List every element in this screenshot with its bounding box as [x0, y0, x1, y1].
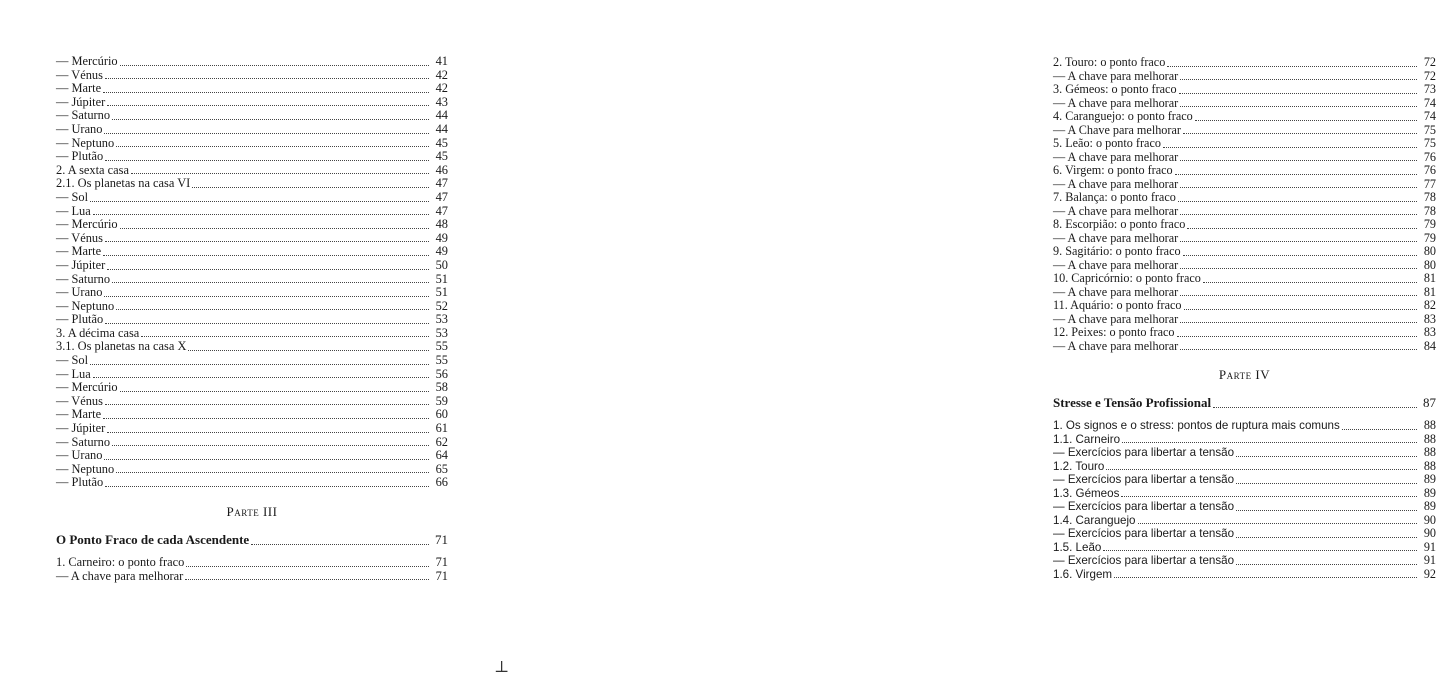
toc-entry-page: 90	[1423, 526, 1436, 540]
toc-entry-title: — Urano	[56, 285, 103, 300]
toc-entry-page: 44	[435, 108, 448, 123]
toc-entry-page: 89	[1423, 472, 1436, 486]
dot-leader	[1177, 336, 1417, 337]
toc-entry	[1053, 313, 1436, 327]
toc-entry-page: 77	[1423, 176, 1436, 191]
dot-leader	[1175, 174, 1417, 175]
dot-leader	[1342, 429, 1417, 430]
toc-entry-title: — Saturno	[56, 271, 111, 286]
section-heading	[1053, 395, 1436, 411]
toc-entry	[1053, 97, 1436, 111]
dot-leader	[141, 336, 429, 337]
dot-leader	[1180, 79, 1417, 80]
toc-entry-title: — Júpiter	[56, 257, 106, 272]
toc-entry-title: — Neptuno	[56, 298, 115, 313]
dot-leader	[186, 566, 429, 567]
toc-entry-page: 61	[435, 421, 448, 436]
toc-entry	[56, 55, 448, 69]
toc-entry	[56, 368, 448, 382]
toc-entry-page: 75	[1423, 122, 1436, 137]
dot-leader	[1121, 496, 1417, 497]
toc-entry-title: 1. Os signos e o stress: pontos de ruptura mais comuns	[1053, 419, 1340, 432]
dot-leader	[105, 323, 429, 324]
dot-leader	[116, 146, 429, 147]
toc-entry-title: — Marte	[56, 407, 102, 422]
dot-leader	[112, 119, 429, 120]
toc-entry-page: 78	[1423, 203, 1436, 218]
dot-leader	[120, 65, 429, 66]
toc-entry-title: 1.2. Touro	[1053, 459, 1105, 473]
dot-leader	[120, 391, 429, 392]
toc-entry-title: 3.1. Os planetas na casa X	[56, 339, 187, 354]
toc-entry-page: 81	[1423, 271, 1436, 285]
toc-entry-title: 4. Caranguejo: o ponto fraco	[1053, 109, 1193, 123]
dot-leader	[192, 187, 429, 188]
toc-entry-page: 47	[435, 176, 448, 191]
toc-entry-page: 52	[435, 298, 448, 313]
dot-leader	[1183, 255, 1417, 256]
toc-entry-title: — A chave para melhorar	[1053, 203, 1179, 218]
toc-entry	[1053, 340, 1436, 354]
toc-entry-page: 56	[435, 366, 448, 381]
toc-entry-page: 45	[435, 149, 448, 164]
dot-leader	[1163, 147, 1417, 148]
toc-entry	[1053, 151, 1436, 165]
toc-entry-page: 51	[435, 271, 448, 286]
toc-entry-page: 55	[435, 353, 448, 368]
dot-leader	[112, 445, 429, 446]
toc-entry	[1053, 554, 1436, 568]
toc-entry-title: 9. Sagitário: o ponto fraco	[1053, 244, 1181, 258]
toc-entry-title: 2.1. Os planetas na casa VI	[56, 176, 191, 191]
toc-entry-page: 88	[1423, 458, 1436, 473]
dot-leader	[1179, 93, 1417, 94]
toc-entry-page: 88	[1423, 431, 1436, 446]
toc-entry	[1053, 326, 1436, 340]
toc-entry	[56, 96, 448, 110]
toc-entry-title: 6. Virgem: o ponto fraco	[1053, 163, 1173, 177]
toc-entry	[1053, 500, 1436, 514]
dot-leader	[1138, 523, 1417, 524]
toc-entry-title: — A chave para melhorar	[1053, 68, 1179, 83]
toc-entry-page: 42	[435, 67, 448, 82]
toc-entry-title: — A chave para melhorar	[1053, 149, 1179, 164]
toc-entry-title: — A chave para melhorar	[1053, 257, 1179, 272]
toc-entry-title: 1.6. Virgem	[1053, 567, 1113, 581]
toc-entry-page: 71	[435, 568, 448, 583]
toc-entry-title: 1.3. Gémeos	[1053, 486, 1120, 500]
dot-leader	[1180, 214, 1417, 215]
toc-entry	[56, 137, 448, 151]
toc-entry-title: — Plutão	[56, 475, 104, 490]
toc-entry-title: 7. Balança: o ponto fraco	[1053, 190, 1176, 204]
toc-entry-page: 47	[435, 203, 448, 218]
toc-entry-title: — Lua	[56, 203, 91, 218]
dot-leader	[1180, 160, 1417, 161]
toc-entry	[56, 191, 448, 205]
toc-entry-page: 90	[1423, 512, 1436, 527]
dot-leader	[90, 364, 429, 365]
toc-entry-page: 60	[435, 407, 448, 422]
toc-entry	[1053, 527, 1436, 541]
toc-entry	[56, 340, 448, 354]
toc-entry-title: 8. Escorpião: o ponto fraco	[1053, 217, 1186, 231]
toc-entry-title: 2. Touro: o ponto fraco	[1053, 55, 1166, 69]
toc-entry	[1053, 299, 1436, 313]
toc-entry	[56, 327, 448, 341]
toc-entry-page: 48	[435, 217, 448, 232]
toc-entry-page: 73	[1423, 82, 1436, 96]
toc-entry	[1053, 419, 1436, 433]
dot-leader	[107, 432, 429, 433]
toc-entry-title: — Marte	[56, 244, 102, 259]
toc-entry-title: — Sol	[56, 353, 89, 368]
dot-leader	[1187, 228, 1417, 229]
dot-leader	[104, 459, 429, 460]
toc-entry-page: 71	[435, 555, 448, 569]
toc-entry-page: 91	[1423, 553, 1436, 567]
dot-leader	[185, 579, 429, 580]
toc-entry	[1053, 245, 1436, 259]
toc-entry	[56, 69, 448, 83]
toc-entry-title: — Urano	[56, 121, 103, 136]
toc-entry-title: — Vénus	[56, 67, 103, 82]
toc-entry-page: 74	[1423, 95, 1436, 110]
toc-entry	[1053, 473, 1436, 487]
dot-leader	[1236, 456, 1417, 457]
section-title: O Ponto Fraco de cada Ascendente	[56, 532, 250, 547]
toc-entry	[56, 218, 448, 232]
part-heading: Parte III	[226, 504, 278, 519]
toc-entry	[56, 82, 448, 96]
left-toc	[56, 55, 448, 583]
toc-entry	[1053, 272, 1436, 286]
toc-entry	[56, 286, 448, 300]
dot-leader	[90, 201, 429, 202]
toc-entry-title: — Mercúrio	[56, 54, 118, 68]
dot-leader	[1180, 268, 1417, 269]
dot-leader	[103, 418, 429, 419]
dot-leader	[93, 377, 429, 378]
toc-entry-title: — Sol	[56, 189, 89, 204]
right-toc-list-b	[1053, 419, 1436, 581]
toc-entry-title: — A Chave para melhorar	[1053, 122, 1181, 137]
toc-entry	[1053, 232, 1436, 246]
toc-entry-title: 3. A décima casa	[56, 325, 140, 340]
toc-entry-page: 75	[1423, 136, 1436, 150]
section-heading	[56, 532, 448, 548]
toc-entry	[56, 354, 448, 368]
toc-entry-page: 44	[435, 121, 448, 136]
toc-entry-title: — Exercícios para libertar a tensão	[1053, 473, 1235, 486]
dot-leader	[1236, 564, 1417, 565]
toc-entry-page: 72	[1423, 55, 1436, 69]
toc-entry	[1053, 137, 1436, 151]
toc-entry	[56, 300, 448, 314]
toc-entry-page: 41	[435, 54, 448, 68]
toc-entry-title: 10. Capricórnio: o ponto fraco	[1053, 271, 1201, 285]
toc-entry-page: 80	[1423, 257, 1436, 272]
toc-entry	[1053, 286, 1436, 300]
toc-entry-page: 45	[435, 135, 448, 150]
toc-entry-page: 79	[1423, 230, 1436, 245]
toc-entry-title: 2. A sexta casa	[56, 162, 129, 177]
toc-entry-page: 47	[435, 189, 448, 204]
toc-entry	[1053, 259, 1436, 273]
dot-leader	[1180, 241, 1417, 242]
toc-entry-title: — A chave para melhorar	[1053, 230, 1179, 245]
dot-leader	[103, 92, 429, 93]
toc-entry-title: — Saturno	[56, 108, 111, 123]
toc-entry	[56, 408, 448, 422]
toc-entry-title: — Saturno	[56, 434, 111, 449]
toc-entry-page: 74	[1423, 109, 1436, 123]
toc-entry	[1053, 178, 1436, 192]
dot-leader	[120, 228, 429, 229]
toc-entry-title: 5. Leão: o ponto fraco	[1053, 136, 1161, 150]
toc-entry-page: 81	[1423, 284, 1436, 299]
toc-entry-page: 72	[1423, 68, 1436, 83]
dot-leader	[1213, 407, 1417, 408]
toc-entry-title: — A chave para melhorar	[1053, 311, 1179, 326]
toc-entry-page: 42	[435, 81, 448, 96]
right-toc-list-a	[1053, 56, 1436, 353]
toc-entry	[1053, 514, 1436, 528]
toc-entry	[56, 205, 448, 219]
toc-entry-page: 78	[1423, 190, 1436, 204]
toc-entry-title: — A chave para melhorar	[1053, 176, 1179, 191]
section-page: 87	[1423, 395, 1436, 410]
dot-leader	[188, 350, 429, 351]
toc-entry-page: 49	[435, 244, 448, 259]
toc-entry-title: — Exercícios para libertar a tensão	[1053, 527, 1235, 540]
dot-leader	[105, 78, 429, 79]
toc-entry-title: — A chave para melhorar	[1053, 284, 1179, 299]
right-page	[500, 0, 1436, 677]
toc-entry-title: — Plutão	[56, 149, 104, 164]
toc-entry-title: — Exercícios para libertar a tensão	[1053, 554, 1235, 567]
toc-entry-page: 49	[435, 230, 448, 245]
toc-entry-title: — Exercícios para libertar a tensão	[1053, 446, 1235, 459]
toc-entry-page: 80	[1423, 244, 1436, 258]
dot-leader	[1180, 322, 1417, 323]
toc-entry-page: 82	[1423, 298, 1436, 312]
toc-entry	[1053, 487, 1436, 501]
toc-entry	[56, 232, 448, 246]
dot-leader	[1180, 349, 1417, 350]
toc-entry-page: 43	[435, 94, 448, 109]
toc-entry	[56, 556, 448, 570]
toc-entry-title: — Exercícios para libertar a tensão	[1053, 500, 1235, 513]
toc-entry-title: — Urano	[56, 448, 103, 463]
dot-leader	[1236, 483, 1417, 484]
toc-entry-page: 76	[1423, 163, 1436, 177]
toc-entry-page: 84	[1423, 338, 1436, 353]
toc-entry-page: 92	[1423, 566, 1436, 581]
toc-entry-title: — A chave para melhorar	[1053, 95, 1179, 110]
toc-entry	[1053, 460, 1436, 474]
dot-leader	[107, 105, 429, 106]
toc-entry-title: 1.1. Carneiro	[1053, 432, 1121, 446]
dot-leader	[104, 296, 429, 297]
toc-entry-page: 55	[435, 339, 448, 354]
toc-entry-title: — Júpiter	[56, 94, 106, 109]
dot-leader	[112, 282, 429, 283]
toc-entry	[56, 436, 448, 450]
left-page	[0, 0, 510, 677]
section-title: Stresse e Tensão Profissional	[1053, 395, 1212, 410]
toc-entry-page: 89	[1423, 499, 1436, 513]
toc-entry	[1053, 83, 1436, 97]
dot-leader	[1167, 66, 1417, 67]
dot-leader	[105, 486, 429, 487]
toc-entry	[56, 395, 448, 409]
toc-entry	[56, 463, 448, 477]
toc-entry-title: — Lua	[56, 366, 91, 381]
toc-entry	[56, 381, 448, 395]
toc-entry	[1053, 124, 1436, 138]
toc-entry-page: 46	[435, 162, 448, 177]
toc-entry-page: 50	[435, 257, 448, 272]
toc-entry-title: 1.4. Caranguejo	[1053, 513, 1136, 527]
toc-entry	[56, 570, 448, 584]
toc-entry-page: 76	[1423, 149, 1436, 164]
dot-leader	[1236, 537, 1417, 538]
part-heading: Parte IV	[1218, 367, 1271, 382]
toc-entry-title: — Mercúrio	[56, 217, 118, 232]
toc-entry	[56, 422, 448, 436]
dot-leader	[116, 472, 429, 473]
toc-entry-title: 11. Aquário: o ponto fraco	[1053, 298, 1182, 312]
toc-entry	[56, 245, 448, 259]
toc-entry	[56, 109, 448, 123]
toc-entry	[56, 449, 448, 463]
dot-leader	[1180, 187, 1417, 188]
section-page: 71	[435, 532, 448, 547]
toc-entry	[56, 273, 448, 287]
toc-entry-page: 53	[435, 312, 448, 327]
dot-leader	[105, 404, 429, 405]
toc-entry-title: 12. Peixes: o ponto fraco	[1053, 325, 1175, 339]
toc-entry-page: 83	[1423, 325, 1436, 339]
dot-leader	[251, 544, 429, 545]
toc-entry	[1053, 433, 1436, 447]
toc-entry-page: 64	[435, 448, 448, 463]
toc-entry-title: — Marte	[56, 81, 102, 96]
toc-entry-title: — Júpiter	[56, 421, 106, 436]
dot-leader	[116, 309, 429, 310]
dot-leader	[1184, 309, 1417, 310]
toc-entry-title: — A chave para melhorar	[1053, 338, 1179, 353]
toc-entry-page: 88	[1423, 418, 1436, 432]
toc-entry-title: — Plutão	[56, 312, 104, 327]
toc-entry	[1053, 568, 1436, 582]
dot-leader	[1103, 550, 1417, 551]
toc-entry-title: — Mercúrio	[56, 380, 118, 395]
toc-entry-title: — Vénus	[56, 230, 103, 245]
toc-entry	[56, 123, 448, 137]
toc-entry-page: 58	[435, 380, 448, 395]
dot-leader	[105, 241, 429, 242]
dot-leader	[1180, 295, 1417, 296]
dot-leader	[1122, 442, 1417, 443]
toc-entry	[56, 259, 448, 273]
dot-leader	[1178, 201, 1417, 202]
dot-leader	[1183, 133, 1417, 134]
dot-leader	[1195, 120, 1417, 121]
toc-entry-page: 66	[435, 475, 448, 490]
toc-entry-page: 89	[1423, 485, 1436, 500]
toc-entry-title: 1. Carneiro: o ponto fraco	[56, 555, 185, 569]
toc-entry	[56, 164, 448, 178]
toc-entry-page: 88	[1423, 445, 1436, 459]
toc-entry	[56, 177, 448, 191]
toc-entry-page: 83	[1423, 311, 1436, 326]
toc-entry	[1053, 541, 1436, 555]
toc-entry-title: — A chave para melhorar	[56, 568, 184, 583]
dot-leader	[1106, 469, 1417, 470]
toc-entry-page: 51	[435, 285, 448, 300]
gutter-mark: ⊥	[494, 659, 510, 676]
dot-leader	[131, 173, 429, 174]
dot-leader	[104, 133, 429, 134]
toc-entry-page: 91	[1423, 539, 1436, 554]
dot-leader	[107, 269, 429, 270]
toc-entry	[1053, 205, 1436, 219]
dot-leader	[1236, 510, 1417, 511]
toc-entry	[1053, 110, 1436, 124]
toc-entry-page: 79	[1423, 217, 1436, 231]
dot-leader	[105, 160, 429, 161]
dot-leader	[1180, 106, 1417, 107]
toc-entry-page: 59	[435, 393, 448, 408]
toc-entry	[1053, 218, 1436, 232]
dot-leader	[93, 214, 429, 215]
dot-leader	[1114, 577, 1417, 578]
toc-entry	[1053, 191, 1436, 205]
toc-entry	[56, 476, 448, 490]
toc-entry-title: 1.5. Leão	[1053, 540, 1102, 554]
dot-leader	[103, 255, 429, 256]
toc-entry-page: 53	[435, 325, 448, 340]
right-toc	[1053, 56, 1436, 581]
toc-entry	[1053, 164, 1436, 178]
toc-entry	[56, 313, 448, 327]
toc-entry-title: 3. Gémeos: o ponto fraco	[1053, 82, 1177, 96]
toc-entry-title: — Vénus	[56, 393, 103, 408]
toc-entry	[56, 150, 448, 164]
dot-leader	[1203, 282, 1417, 283]
toc-entry-page: 65	[435, 461, 448, 476]
toc-entry	[1053, 70, 1436, 84]
left-toc-list-a	[56, 55, 448, 490]
toc-entry	[1053, 446, 1436, 460]
left-toc-list-b	[56, 556, 448, 583]
toc-entry-title: — Neptuno	[56, 135, 115, 150]
toc-entry-page: 62	[435, 434, 448, 449]
toc-entry	[1053, 56, 1436, 70]
toc-entry-title: — Neptuno	[56, 461, 115, 476]
